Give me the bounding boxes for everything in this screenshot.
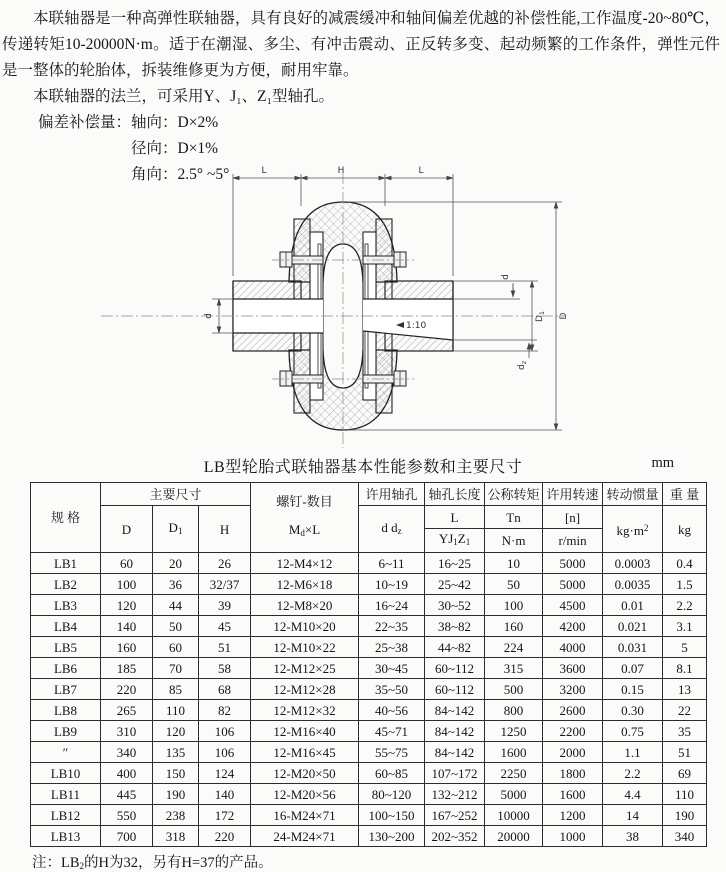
value-cell: 60~112 (425, 679, 485, 700)
col-header-Nm: N·m (485, 529, 543, 553)
dim-label-L-right: L (418, 166, 424, 176)
value-cell: 1.1 (603, 742, 663, 763)
value-cell: 185 (101, 658, 153, 679)
value-cell: 0.4 (663, 553, 707, 574)
table-row (31, 784, 707, 805)
value-cell: 1250 (485, 721, 543, 742)
col-header-rmin: r/min (543, 529, 603, 553)
value-cell: 25~42 (425, 574, 485, 595)
spec-cell: LB1 (31, 553, 101, 574)
value-cell: 445 (101, 784, 153, 805)
value-cell: 14 (603, 805, 663, 826)
value-cell: 3.1 (663, 616, 707, 637)
value-cell: 120 (153, 721, 199, 742)
compensation-radial: 径向：D×1% (131, 140, 219, 157)
table-row (31, 595, 707, 616)
spec-cell: ″ (31, 742, 101, 763)
value-cell: 4500 (543, 595, 603, 616)
value-cell: 124 (199, 763, 251, 784)
value-cell: 500 (485, 679, 543, 700)
table-row (31, 637, 707, 658)
value-cell: 40~56 (359, 700, 425, 721)
col-header-bore-types: $YJ_1Z_1$ (425, 529, 485, 553)
value-cell: 1600 (485, 742, 543, 763)
value-cell: 2200 (543, 721, 603, 742)
value-cell: 10000 (485, 805, 543, 826)
value-cell: 10 (485, 553, 543, 574)
table-row (31, 616, 707, 637)
dim-label-D1: $D_1$ (535, 310, 546, 322)
compensation-axial-line (38, 110, 720, 136)
table-body (31, 553, 707, 847)
value-cell: 45~71 (359, 721, 425, 742)
value-cell: 0.031 (603, 637, 663, 658)
value-cell: 1600 (543, 784, 603, 805)
col-header-main-dims: 主要尺寸 (101, 483, 251, 506)
value-cell: 16~24 (359, 595, 425, 616)
value-cell: 172 (199, 805, 251, 826)
value-cell: 0.07 (603, 658, 663, 679)
value-cell: 238 (153, 805, 199, 826)
table-row (31, 679, 707, 700)
spec-cell: LB7 (31, 679, 101, 700)
col-header-H: H (199, 506, 251, 553)
value-cell: 12-M20×56 (251, 784, 359, 805)
spec-cell: LB2 (31, 574, 101, 595)
value-cell: 190 (663, 805, 707, 826)
table-title: LB型轮胎式联轴器基本性能参数和主要尺寸 (203, 459, 523, 476)
value-cell: 12-M12×28 (251, 679, 359, 700)
value-cell: 85 (153, 679, 199, 700)
col-header-inertia: 转动惯量 (603, 483, 663, 506)
value-cell: 1000 (543, 826, 603, 847)
value-cell: 12-M12×25 (251, 658, 359, 679)
intro-block (0, 0, 726, 188)
value-cell: 22~35 (359, 616, 425, 637)
value-cell: 20000 (485, 826, 543, 847)
value-cell: 60~85 (359, 763, 425, 784)
value-cell: 1200 (543, 805, 603, 826)
value-cell: 190 (153, 784, 199, 805)
value-cell: 84~142 (425, 742, 485, 763)
flange-paragraph: 本联轴器的法兰，可采用Y、J₁、Z₁型轴孔。 (33, 88, 335, 105)
value-cell: 100 (485, 595, 543, 616)
table-row (31, 700, 707, 721)
value-cell: 135 (153, 742, 199, 763)
value-cell: 1800 (543, 763, 603, 784)
value-cell: 30~45 (359, 658, 425, 679)
value-cell: 84~142 (425, 721, 485, 742)
value-cell: 12-M4×12 (251, 553, 359, 574)
table-row (31, 553, 707, 574)
value-cell: 550 (101, 805, 153, 826)
value-cell: 0.75 (603, 721, 663, 742)
dim-label-dz: $d_z$ (517, 360, 528, 370)
value-cell: 2000 (543, 742, 603, 763)
table-row (31, 574, 707, 595)
compensation-angular: 角向：2.5° ~5° (131, 166, 230, 183)
value-cell: 51 (663, 742, 707, 763)
col-header-Tn: Tn (485, 506, 543, 529)
value-cell: 220 (199, 826, 251, 847)
value-cell: 6~11 (359, 553, 425, 574)
table-row (31, 763, 707, 784)
value-cell: 800 (485, 700, 543, 721)
value-cell: 60 (153, 637, 199, 658)
value-cell: 4.4 (603, 784, 663, 805)
col-header-speed: 许用转速 (543, 483, 603, 506)
value-cell: 0.0035 (603, 574, 663, 595)
spec-cell: LB12 (31, 805, 101, 826)
value-cell: 700 (101, 826, 153, 847)
value-cell: 100 (101, 574, 153, 595)
value-cell: 4200 (543, 616, 603, 637)
compensation-axial: 轴向：D×2% (131, 114, 219, 131)
value-cell: 82 (199, 700, 251, 721)
dim-label-D: D (559, 312, 569, 320)
value-cell: 25~38 (359, 637, 425, 658)
value-cell: 60 (101, 553, 153, 574)
spec-cell: LB13 (31, 826, 101, 847)
value-cell: 39 (199, 595, 251, 616)
value-cell: 44 (153, 595, 199, 616)
value-cell: 4000 (543, 637, 603, 658)
value-cell: 69 (663, 763, 707, 784)
value-cell: 10~19 (359, 574, 425, 595)
value-cell: 8.1 (663, 658, 707, 679)
col-header-L: L (425, 506, 485, 529)
spec-cell: LB5 (31, 637, 101, 658)
value-cell: 265 (101, 700, 153, 721)
value-cell: 16-M24×71 (251, 805, 359, 826)
value-cell: 340 (101, 742, 153, 763)
value-cell: 140 (199, 784, 251, 805)
value-cell: 50 (485, 574, 543, 595)
value-cell: 130~200 (359, 826, 425, 847)
value-cell: 35 (663, 721, 707, 742)
value-cell: 45 (199, 616, 251, 637)
intro-paragraph: 本联轴器是一种高弹性联轴器，具有良好的减震缓冲和轴间偏差优越的补偿性能,工作温度-20~80℃，传递转矩10-20000N·m。适于在潮湿、多尘、有冲击震动、正反转多变、起动频繁的工作条件，弹性元件是一整体的轮胎体，拆装维修更为方便，耐用牢靠。 (2, 10, 720, 79)
spec-cell: LB10 (31, 763, 101, 784)
value-cell: 80~120 (359, 784, 425, 805)
table-row (31, 805, 707, 826)
coupling-cross-section-drawing (96, 164, 656, 452)
value-cell: 5 (663, 637, 707, 658)
value-cell: 3200 (543, 679, 603, 700)
spec-cell: LB6 (31, 658, 101, 679)
value-cell: 2600 (543, 700, 603, 721)
value-cell: 12-M6×18 (251, 574, 359, 595)
table-row (31, 742, 707, 763)
value-cell: 167~252 (425, 805, 485, 826)
value-cell: 12-M16×45 (251, 742, 359, 763)
dim-label-d-right: d (501, 274, 511, 280)
value-cell: 0.15 (603, 679, 663, 700)
spec-cell: LB4 (31, 616, 101, 637)
value-cell: 107~172 (425, 763, 485, 784)
value-cell: 12-M10×22 (251, 637, 359, 658)
col-header-D1: $D_1$ (153, 506, 199, 553)
dim-label-d-left: d (204, 313, 214, 319)
col-header-spec: 规 格 (31, 483, 101, 553)
value-cell: 16~25 (425, 553, 485, 574)
value-cell: 2.2 (603, 763, 663, 784)
value-cell: 12-M10×20 (251, 616, 359, 637)
value-cell: 5000 (485, 784, 543, 805)
value-cell: 0.0003 (603, 553, 663, 574)
screws-formula: $M_d\times L$ (288, 522, 321, 538)
col-header-n: [n] (543, 506, 603, 529)
spec-cell: LB9 (31, 721, 101, 742)
table-row (31, 721, 707, 742)
value-cell: 30~52 (425, 595, 485, 616)
value-cell: 160 (485, 616, 543, 637)
value-cell: 12-M8×20 (251, 595, 359, 616)
table-unit: mm (651, 455, 674, 471)
col-header-bore: 许用轴孔 (359, 483, 425, 506)
value-cell: 2250 (485, 763, 543, 784)
value-cell: 310 (101, 721, 153, 742)
value-cell: 110 (153, 700, 199, 721)
col-header-weight: 重 量 (663, 483, 707, 506)
value-cell: 2.2 (663, 595, 707, 616)
value-cell: 12-M16×40 (251, 721, 359, 742)
value-cell: 24-M24×71 (251, 826, 359, 847)
value-cell: 36 (153, 574, 199, 595)
col-header-inertia-unit: $kg\cdot m^2$ (603, 506, 663, 553)
spec-cell: LB8 (31, 700, 101, 721)
value-cell: 132~212 (425, 784, 485, 805)
value-cell: 106 (199, 721, 251, 742)
value-cell: 12-M12×32 (251, 700, 359, 721)
value-cell: 400 (101, 763, 153, 784)
value-cell: 60~112 (425, 658, 485, 679)
value-cell: 50 (153, 616, 199, 637)
value-cell: 160 (101, 637, 153, 658)
value-cell: 220 (101, 679, 153, 700)
table-row (31, 826, 707, 847)
value-cell: 22 (663, 700, 707, 721)
value-cell: 58 (199, 658, 251, 679)
value-cell: 51 (199, 637, 251, 658)
value-cell: 1.5 (663, 574, 707, 595)
table-row (31, 658, 707, 679)
value-cell: 55~75 (359, 742, 425, 763)
parameters-table (30, 482, 707, 847)
value-cell: 318 (153, 826, 199, 847)
table-header (31, 483, 707, 553)
value-cell: 120 (101, 595, 153, 616)
value-cell: 26 (199, 553, 251, 574)
value-cell: 5000 (543, 553, 603, 574)
value-cell: 106 (199, 742, 251, 763)
value-cell: 32/37 (199, 574, 251, 595)
taper-label: 1:10 (406, 321, 427, 331)
value-cell: 110 (663, 784, 707, 805)
value-cell: 0.30 (603, 700, 663, 721)
spec-cell: LB11 (31, 784, 101, 805)
value-cell: 3600 (543, 658, 603, 679)
value-cell: 68 (199, 679, 251, 700)
value-cell: 340 (663, 826, 707, 847)
value-cell: 150 (153, 763, 199, 784)
value-cell: 0.01 (603, 595, 663, 616)
screws-label: 螺钉-数目 (276, 494, 333, 509)
value-cell: 70 (153, 658, 199, 679)
value-cell: 20 (153, 553, 199, 574)
col-header-bore-length: 轴孔长度 (425, 483, 485, 506)
col-header-torque: 公称转矩 (485, 483, 543, 506)
value-cell: 44~82 (425, 637, 485, 658)
value-cell: 38 (603, 826, 663, 847)
value-cell: 202~352 (425, 826, 485, 847)
value-cell: 100~150 (359, 805, 425, 826)
spec-cell: LB3 (31, 595, 101, 616)
value-cell: 5000 (543, 574, 603, 595)
coupling-drawing-svg (96, 164, 656, 452)
col-header-D: D (101, 506, 153, 553)
compensation-label: 偏差补偿量： (38, 114, 132, 131)
dim-label-L-left: L (261, 166, 267, 176)
table-title-row (0, 454, 726, 478)
value-cell: 0.021 (603, 616, 663, 637)
value-cell: 84~142 (425, 700, 485, 721)
dim-label-H: H (337, 166, 345, 176)
value-cell: 224 (485, 637, 543, 658)
col-header-weight-unit: kg (663, 506, 707, 553)
value-cell: 315 (485, 658, 543, 679)
value-cell: 140 (101, 616, 153, 637)
col-header-screws (251, 483, 359, 553)
value-cell: 35~50 (359, 679, 425, 700)
col-header-d-dz: d $d_z$ (359, 506, 425, 553)
footnote: 注：$LB_2$的H为32，另有H=37的产品。 (32, 855, 273, 871)
value-cell: 13 (663, 679, 707, 700)
value-cell: 38~82 (425, 616, 485, 637)
value-cell: 12-M20×50 (251, 763, 359, 784)
